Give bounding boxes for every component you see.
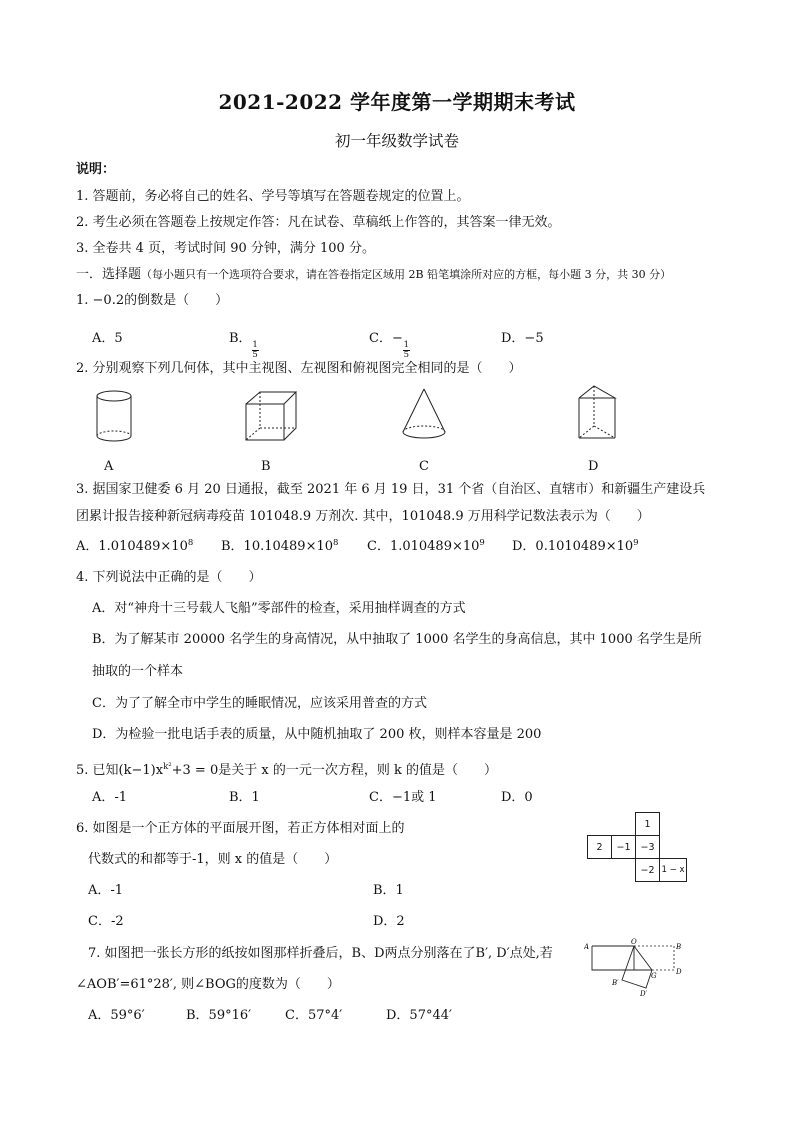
q6-stem-line2: 代数式的和都等于-1，则 x 的值是（ ） [88,852,338,867]
q5-exponent: k² [163,762,172,772]
q3-stem-line1: 3. 据国家卫健委 6 月 20 日通报，截至 2021 年 6 月 19 日，31 个省（自治区、直辖市）和新疆生产建设兵 [76,482,706,497]
fig-label-b: B [676,943,682,951]
q3-option-b-text: B．10.10489×10 [221,539,334,554]
q3-option-b-exponent: 8 [333,538,339,548]
q5-option-c: C．−1或 1 [369,790,437,805]
q4-option-a: A．对“神舟十三号载人飞船”零部件的检查，采用抽样调查的方式 [92,601,466,616]
fraction-denominator: 5 [252,350,258,360]
cylinder-icon [92,388,136,446]
q1-option-c-prefix: C．− [369,331,403,346]
q4-stem: 4. 下列说法中正确的是（ ） [76,570,262,585]
fig-label-g: G [651,972,657,980]
q1-option-d: D．−5 [501,331,544,346]
notes-label: 说明： [76,162,116,177]
q3-option-a-exponent: 8 [187,538,194,548]
q7-option-a: A．59°6′ [88,1008,145,1023]
net-cell: −1 [611,835,636,859]
q3-option-c-text: C．1.010489×10 [367,539,480,554]
q4-option-d: D．为检验一批电话手表的质量，从中随机抽取了 200 枚，则样本容量是 200 [92,727,542,742]
note-item: 3. 全卷共 4 页，考试时间 90 分钟，满分 100 分。 [76,241,375,256]
q5-option-a: A．-1 [92,790,128,805]
q7-stem-line1: 7. 如图把一张长方形的纸按如图那样折叠后，B、D两点分别落在了B′, D′点处,若 [88,946,553,961]
section-instruction: （每小题只有一个选项符合要求，请在答卷指定区域用 2B 铅笔填涂所对应的方框，每小题 3 分，共 30 分） [141,268,672,281]
q5-stem-suffix: +3 = 0是关于 x 的一元一次方程，则 k 的值是（ ） [171,763,497,778]
fig-label-o: O [631,938,637,946]
q6-option-a: A．-1 [88,883,124,898]
cone-icon [398,386,450,442]
net-cell: 1 − x [659,858,687,882]
q7-option-b: B．59°16′ [186,1008,252,1023]
q6-option-b: B．1 [373,883,404,898]
q5-stem-prefix: 5. 已知 [76,763,119,778]
q7-stem-line2: ∠AOB′=61°28′, 则∠BOG的度数为（ ） [76,977,340,992]
cube-icon [240,390,300,442]
q7-option-d: D．57°44′ [386,1008,452,1023]
q5-option-b: B．1 [229,790,260,805]
fraction-numerator: 1 [403,340,410,350]
q1-option-b [229,330,259,360]
q3-option-d [512,534,639,556]
net-cell: 2 [587,835,612,859]
q4-option-c: C．为了了解全市中学生的睡眠情况，应该采用普查的方式 [92,696,427,711]
triangular-prism-icon [574,384,620,442]
q1-option-c [369,330,410,360]
q2-label-d: D [588,459,599,474]
fraction-denominator: 5 [403,350,410,360]
q2-label-a: A [104,459,114,474]
q6-option-c: C．-2 [88,914,124,929]
q6-stem-line1: 6. 如图是一个正方体的平面展开图，若正方体相对面上的 [76,821,405,836]
q1-option-b-prefix: B． [229,331,252,346]
cube-net-figure [587,812,687,884]
section-heading [76,266,671,284]
q1-option-b-fraction [252,341,259,360]
exam-subtitle: 初一年级数学试卷 [334,132,459,150]
fig-label-d: D [676,968,682,976]
folded-paper-figure [584,936,690,1000]
exam-title: 2021-2022 学年度第一学期期末考试 [218,90,576,114]
fraction-numerator: 1 [252,340,258,350]
q6-option-d: D．2 [373,914,405,929]
q3-option-c [367,534,485,556]
note-item: 2. 考生必须在答题卷上按规定作答：凡在试卷、草稿纸上作答的，其答案一律无效。 [76,215,561,230]
note-item: 1. 答题前，务必将自己的姓名、学号等填写在答题卷规定的位置上。 [76,189,470,204]
section-heading-label: 一．选择题 [76,267,142,282]
q2-label-c: C [419,459,429,474]
q1-option-a: A．5 [92,331,123,346]
fig-label-b-prime: B′ [612,979,619,987]
q3-option-d-exponent: 9 [633,538,639,548]
net-cell: −3 [635,835,660,859]
fig-label-d-prime: D′ [640,990,648,998]
q7-option-c: C．57°4′ [285,1008,343,1023]
q5-option-d: D．0 [501,790,533,805]
q4-option-b-line2: 抽取的一个样本 [92,664,184,679]
q5-expression: (k−1)x [118,763,164,778]
q5-stem [76,758,497,780]
q1-option-c-fraction [403,341,410,360]
net-cell: −2 [635,858,660,882]
q3-stem-line2: 团累计报告接种新冠病毒疫苗 101048.9 万剂次. 其中，101048.9 万用科学记数法表示为（ ） [76,509,650,524]
fig-label-a: A [584,943,590,951]
q3-option-d-text: D．0.1010489×10 [512,539,634,554]
q4-option-b-line1: B．为了解某市 20000 名学生的身高情况，从中抽取了 1000 名学生的身高信息，其中 1000 名学生是所 [92,632,702,647]
q1-stem: 1. −0.2的倒数是（ ） [76,293,229,308]
q3-option-c-exponent: 9 [479,538,485,548]
q3-option-a [76,534,193,556]
q2-stem: 2. 分别观察下列几何体，其中主视图、左视图和俯视图完全相同的是（ ） [76,361,522,376]
net-cell: 1 [635,812,660,836]
q2-label-b: B [261,459,271,474]
q3-option-b [221,534,338,556]
q3-option-a-text: A．1.010489×10 [76,539,188,554]
